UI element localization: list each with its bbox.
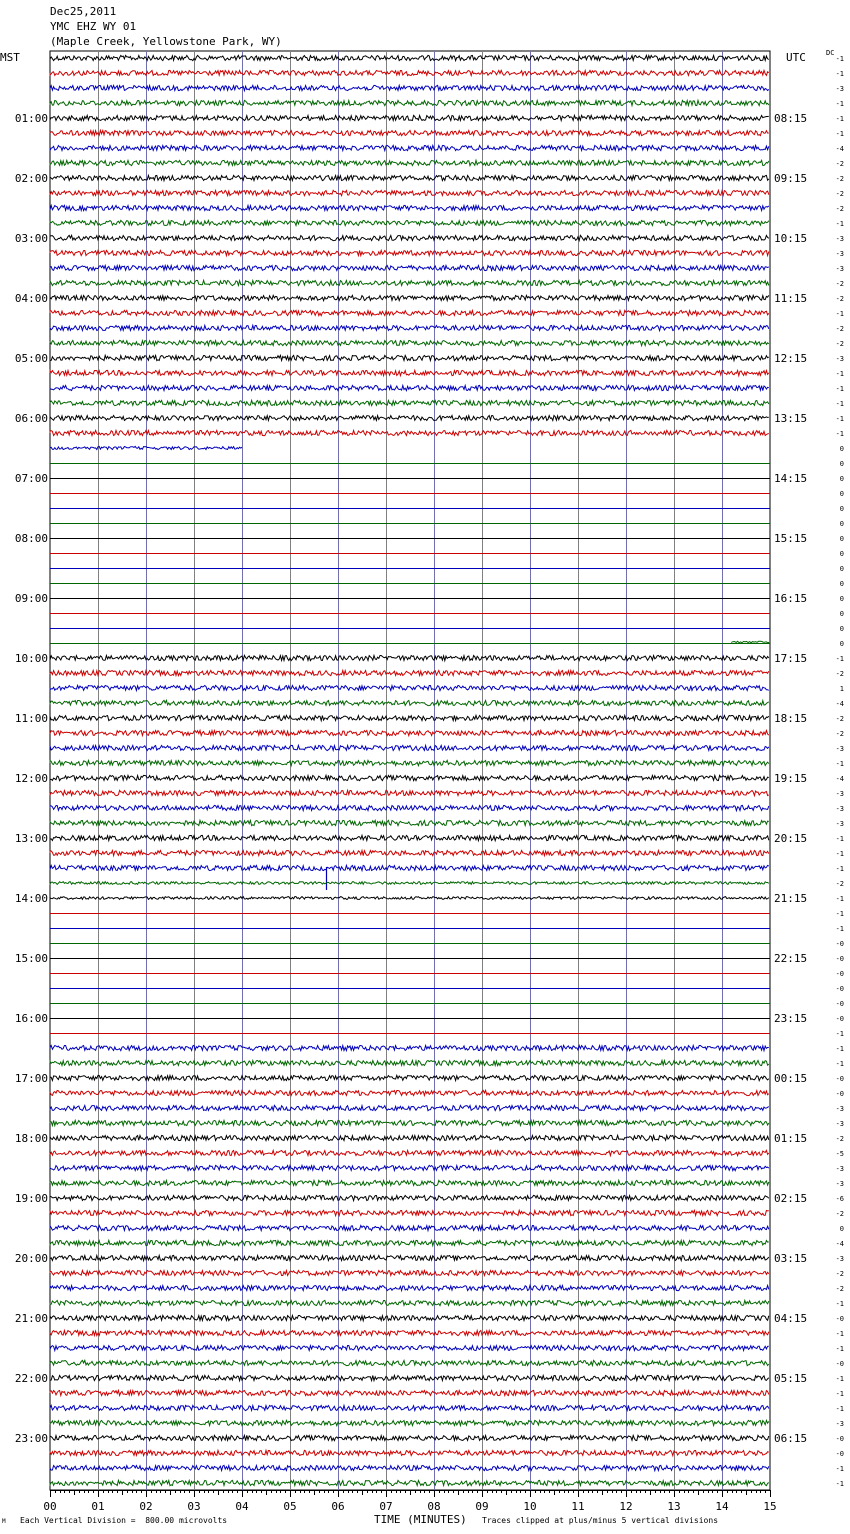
trace-row	[50, 1330, 769, 1335]
dc-offset-value: -1	[835, 850, 844, 858]
trace-row	[50, 1405, 769, 1410]
trace-row	[50, 55, 769, 60]
utc-hour-label: 16:15	[774, 592, 808, 605]
trace-row	[50, 1375, 769, 1380]
dc-offset-value: -1	[835, 1300, 844, 1308]
dc-offset-value: -1	[835, 1390, 844, 1398]
trace-row	[50, 416, 769, 421]
dc-offset-value: -1	[835, 310, 844, 318]
trace-row	[50, 1315, 769, 1320]
dc-offset-value: -3	[835, 355, 844, 363]
trace-row	[50, 1390, 769, 1395]
dc-offset-value: -4	[835, 775, 844, 783]
x-axis-tick-label: 08	[427, 1500, 441, 1513]
trace-row	[50, 1150, 769, 1155]
trace-row	[50, 1045, 769, 1050]
utc-hour-label: 19:15	[774, 772, 808, 785]
utc-hour-label: 20:15	[774, 832, 808, 845]
dc-offset-value: -1	[835, 70, 844, 78]
dc-offset-value: -1	[835, 1465, 844, 1473]
x-axis-tick-label: 02	[139, 1500, 153, 1513]
dc-offset-value: -0	[835, 985, 844, 993]
trace-row	[50, 220, 769, 225]
dc-offset-value: -6	[835, 1195, 844, 1203]
trace-row	[50, 1240, 769, 1245]
dc-offset-value: -3	[835, 790, 844, 798]
utc-hour-label: 13:15	[774, 412, 808, 425]
dc-offset-value: 0	[839, 610, 844, 618]
trace-row	[50, 1480, 769, 1485]
trace-row	[50, 1270, 769, 1275]
utc-hour-label: 21:15	[774, 892, 808, 905]
x-axis-tick-label: 11	[571, 1500, 585, 1513]
mst-hour-label: 13:00	[14, 832, 48, 845]
x-axis-tick-label: 07	[379, 1500, 393, 1513]
mst-hour-label: 03:00	[14, 232, 48, 245]
dc-offset-value: -0	[835, 1075, 844, 1083]
trace-row	[50, 820, 769, 825]
trace-row	[50, 1165, 769, 1170]
dc-offset-value: -4	[835, 1240, 844, 1248]
trace-row	[50, 865, 769, 870]
trace-row	[50, 1090, 769, 1095]
mst-hour-label: 18:00	[14, 1132, 48, 1145]
x-axis-tick-label: 00	[43, 1500, 57, 1513]
utc-hour-label: 12:15	[774, 352, 808, 365]
dc-offset-value: -0	[835, 1450, 844, 1458]
x-axis-tick-label: 05	[283, 1500, 297, 1513]
mst-hour-label: 11:00	[14, 712, 48, 725]
dc-offset-value: -2	[835, 280, 844, 288]
trace-row-segment	[732, 641, 770, 642]
vertical-division-note: Each Vertical Division = 800.00 microvolts	[20, 1516, 228, 1525]
dc-offset-value: -2	[835, 1135, 844, 1143]
dc-offset-value: -3	[835, 1420, 844, 1428]
trace-row	[50, 130, 769, 135]
trace-row	[50, 340, 769, 345]
x-axis-tick-label: 13	[667, 1500, 681, 1513]
dc-offset-value: -1	[835, 910, 844, 918]
utc-hour-label: 09:15	[774, 172, 808, 185]
trace-row	[50, 655, 769, 660]
dc-offset-value: -1	[835, 1030, 844, 1038]
trace-row	[50, 1345, 769, 1350]
dc-offset-value: -2	[835, 295, 844, 303]
trace-row	[50, 1225, 769, 1230]
dc-offset-value: -1	[835, 1060, 844, 1068]
dc-offset-value: -1	[835, 115, 844, 123]
dc-offset-value: -0	[835, 1360, 844, 1368]
dc-offset-value: -3	[835, 1105, 844, 1113]
trace-row	[50, 370, 769, 375]
dc-offset-value: -3	[835, 1120, 844, 1128]
trace-row	[50, 835, 769, 840]
x-axis-tick-label: 06	[331, 1500, 345, 1513]
trace-row	[50, 115, 769, 120]
dc-offset-value: -1	[835, 1345, 844, 1353]
dc-offset-value: -2	[835, 880, 844, 888]
utc-hour-label: 04:15	[774, 1312, 808, 1325]
utc-hour-label: 01:15	[774, 1132, 808, 1145]
utc-hour-label: 18:15	[774, 712, 808, 725]
trace-row	[50, 882, 769, 885]
dc-offset-value: -2	[835, 715, 844, 723]
dc-offset-value: -1	[835, 370, 844, 378]
mst-hour-label: 20:00	[14, 1252, 48, 1265]
trace-row	[50, 1420, 769, 1425]
mst-hour-label: 16:00	[14, 1012, 48, 1025]
mst-hour-label: 12:00	[14, 772, 48, 785]
dc-offset-value: -2	[835, 160, 844, 168]
mst-hour-label: 21:00	[14, 1312, 48, 1325]
dc-offset-value: 0	[839, 550, 844, 558]
dc-offset-header: DC	[826, 49, 835, 57]
trace-row	[50, 700, 769, 705]
dc-offset-value: -1	[835, 220, 844, 228]
utc-hour-label: 17:15	[774, 652, 808, 665]
dc-offset-value: -1	[835, 1045, 844, 1053]
dc-offset-value: -1	[835, 655, 844, 663]
dc-offset-value: -1	[835, 430, 844, 438]
trace-row	[50, 400, 769, 405]
utc-hour-label: 15:15	[774, 532, 808, 545]
dc-offset-value: 0	[839, 490, 844, 498]
station-name: YMC EHZ WY 01	[50, 20, 137, 33]
mst-hour-label: 02:00	[14, 172, 48, 185]
trace-row	[50, 355, 769, 360]
dc-offset-value: -2	[835, 730, 844, 738]
dc-offset-value: -4	[835, 145, 844, 153]
x-axis-tick-label: 10	[523, 1500, 537, 1513]
trace-row	[50, 790, 769, 795]
trace-row	[50, 1450, 769, 1455]
trace-row	[50, 745, 769, 750]
trace-row	[50, 250, 769, 255]
trace-row	[50, 897, 769, 900]
trace-row	[50, 100, 769, 105]
utc-hour-label: 22:15	[774, 952, 808, 965]
utc-timezone-label: UTC	[786, 51, 806, 64]
dc-offset-value: -0	[835, 1015, 844, 1023]
trace-row	[50, 85, 769, 90]
dc-offset-value: -0	[835, 940, 844, 948]
trace-row	[50, 1285, 769, 1290]
mst-hour-label: 10:00	[14, 652, 48, 665]
dc-offset-value: 1	[839, 685, 844, 693]
dc-offset-value: -3	[835, 1180, 844, 1188]
dc-offset-value: -0	[835, 1315, 844, 1323]
dc-offset-value: -5	[835, 1150, 844, 1158]
x-axis-tick-label: 04	[235, 1500, 249, 1513]
utc-hour-label: 14:15	[774, 472, 808, 485]
dc-offset-value: -0	[835, 970, 844, 978]
trace-row	[50, 1060, 769, 1065]
dc-offset-value: -1	[835, 835, 844, 843]
trace-row	[50, 1435, 769, 1440]
dc-offset-value: -1	[835, 130, 844, 138]
trace-row	[50, 1120, 769, 1125]
dc-offset-value: -3	[835, 820, 844, 828]
trace-row	[50, 670, 769, 675]
mst-hour-label: 22:00	[14, 1372, 48, 1385]
dc-offset-value: 0	[839, 565, 844, 573]
dc-offset-value: -1	[835, 1375, 844, 1383]
mst-hour-label: 14:00	[14, 892, 48, 905]
trace-row	[50, 430, 769, 435]
dc-offset-value: -1	[835, 415, 844, 423]
station-location: (Maple Creek, Yellowstone Park, WY)	[50, 35, 282, 48]
dc-offset-value: -2	[835, 175, 844, 183]
trace-row	[50, 1255, 769, 1260]
dc-offset-value: 0	[839, 535, 844, 543]
dc-offset-value: -2	[835, 190, 844, 198]
dc-offset-value: 0	[839, 625, 844, 633]
dc-offset-value: 0	[839, 475, 844, 483]
dc-offset-value: 0	[839, 1225, 844, 1233]
utc-hour-label: 05:15	[774, 1372, 808, 1385]
x-axis-tick-label: 03	[187, 1500, 201, 1513]
dc-offset-value: -0	[835, 955, 844, 963]
x-axis-tick-label: 09	[475, 1500, 489, 1513]
trace-row	[50, 235, 769, 240]
trace-row	[50, 325, 769, 330]
mst-hour-label: 09:00	[14, 592, 48, 605]
dc-offset-value: -3	[835, 250, 844, 258]
mst-hour-label: 08:00	[14, 532, 48, 545]
utc-hour-label: 03:15	[774, 1252, 808, 1265]
utc-hour-label: 00:15	[774, 1072, 808, 1085]
dc-offset-value: -2	[835, 1270, 844, 1278]
dc-offset-value: -2	[835, 340, 844, 348]
trace-row	[50, 685, 769, 690]
dc-offset-value: -2	[835, 670, 844, 678]
x-axis-title: TIME (MINUTES)	[374, 1513, 467, 1526]
dc-offset-value: -2	[835, 1210, 844, 1218]
utc-hour-label: 23:15	[774, 1012, 808, 1025]
dc-offset-value: -1	[835, 1330, 844, 1338]
trace-row	[50, 385, 769, 390]
dc-offset-value: -0	[835, 1435, 844, 1443]
mst-timezone-label: MST	[0, 51, 20, 64]
utc-hour-label: 02:15	[774, 1192, 808, 1205]
dc-offset-value: -1	[835, 55, 844, 63]
dc-offset-value: -3	[835, 1165, 844, 1173]
mst-hour-label: 17:00	[14, 1072, 48, 1085]
trace-row	[50, 805, 769, 810]
trace-row	[50, 1180, 769, 1185]
clipping-note: Traces clipped at plus/minus 5 vertical divisions	[482, 1516, 719, 1525]
mst-hour-label: 04:00	[14, 292, 48, 305]
dc-offset-value: 0	[839, 445, 844, 453]
dc-offset-value: -0	[835, 1090, 844, 1098]
dc-offset-value: 0	[839, 595, 844, 603]
dc-offset-value: -2	[835, 205, 844, 213]
dc-offset-value: -3	[835, 805, 844, 813]
trace-row	[50, 760, 769, 765]
mst-hour-label: 06:00	[14, 412, 48, 425]
footer-corner-mark: M	[2, 1518, 6, 1525]
x-axis-tick-label: 12	[619, 1500, 633, 1513]
dc-offset-value: -1	[835, 865, 844, 873]
dc-offset-value: -3	[835, 265, 844, 273]
utc-hour-label: 10:15	[774, 232, 808, 245]
dc-offset-value: -3	[835, 85, 844, 93]
trace-row	[50, 205, 769, 210]
utc-hour-label: 06:15	[774, 1432, 808, 1445]
trace-row	[50, 1210, 769, 1215]
dc-offset-value: -1	[835, 895, 844, 903]
dc-offset-value: -2	[835, 1285, 844, 1293]
mst-hour-label: 01:00	[14, 112, 48, 125]
dc-offset-value: 0	[839, 460, 844, 468]
dc-offset-value: -1	[835, 400, 844, 408]
trace-row	[50, 280, 769, 285]
mst-hour-label: 19:00	[14, 1192, 48, 1205]
x-axis-tick-label: 01	[91, 1500, 105, 1513]
dc-offset-value: 0	[839, 505, 844, 513]
utc-hour-label: 11:15	[774, 292, 808, 305]
trace-row	[50, 310, 769, 315]
dc-offset-value: -1	[835, 1480, 844, 1488]
trace-row	[50, 70, 769, 75]
trace-row	[50, 190, 769, 195]
trace-row	[50, 265, 769, 270]
trace-row	[50, 715, 769, 720]
trace-row	[50, 1075, 769, 1080]
dc-offset-value: -3	[835, 1255, 844, 1263]
trace-row	[50, 1360, 769, 1365]
dc-offset-value: -3	[835, 745, 844, 753]
trace-row	[50, 1195, 769, 1200]
dc-offset-value: -2	[835, 325, 844, 333]
dc-offset-value: 0	[839, 580, 844, 588]
trace-row	[50, 1105, 769, 1110]
dc-offset-value: -1	[835, 760, 844, 768]
trace-row	[50, 1135, 769, 1140]
trace-row	[50, 850, 769, 855]
trace-row	[50, 730, 769, 735]
trace-row	[50, 775, 769, 780]
mst-hour-label: 23:00	[14, 1432, 48, 1445]
dc-offset-value: 0	[839, 640, 844, 648]
dc-offset-value: -1	[835, 100, 844, 108]
dc-offset-value: -3	[835, 235, 844, 243]
trace-row	[50, 160, 769, 165]
chart-title-date: Dec25,2011	[50, 5, 117, 18]
trace-row	[50, 295, 769, 300]
trace-row	[50, 145, 769, 150]
utc-hour-label: 08:15	[774, 112, 808, 125]
x-axis-tick-label: 14	[715, 1500, 729, 1513]
mst-hour-label: 05:00	[14, 352, 48, 365]
dc-offset-value: -0	[835, 1000, 844, 1008]
dc-offset-value: -1	[835, 925, 844, 933]
trace-row	[50, 1465, 769, 1470]
trace-row	[50, 1300, 769, 1305]
dc-offset-value: -1	[835, 385, 844, 393]
mst-hour-label: 07:00	[14, 472, 48, 485]
dc-offset-value: -4	[835, 700, 844, 708]
mst-hour-label: 15:00	[14, 952, 48, 965]
trace-row	[50, 175, 769, 180]
dc-offset-value: -1	[835, 1405, 844, 1413]
x-axis-tick-label: 15	[763, 1500, 777, 1513]
dc-offset-value: 0	[839, 520, 844, 528]
